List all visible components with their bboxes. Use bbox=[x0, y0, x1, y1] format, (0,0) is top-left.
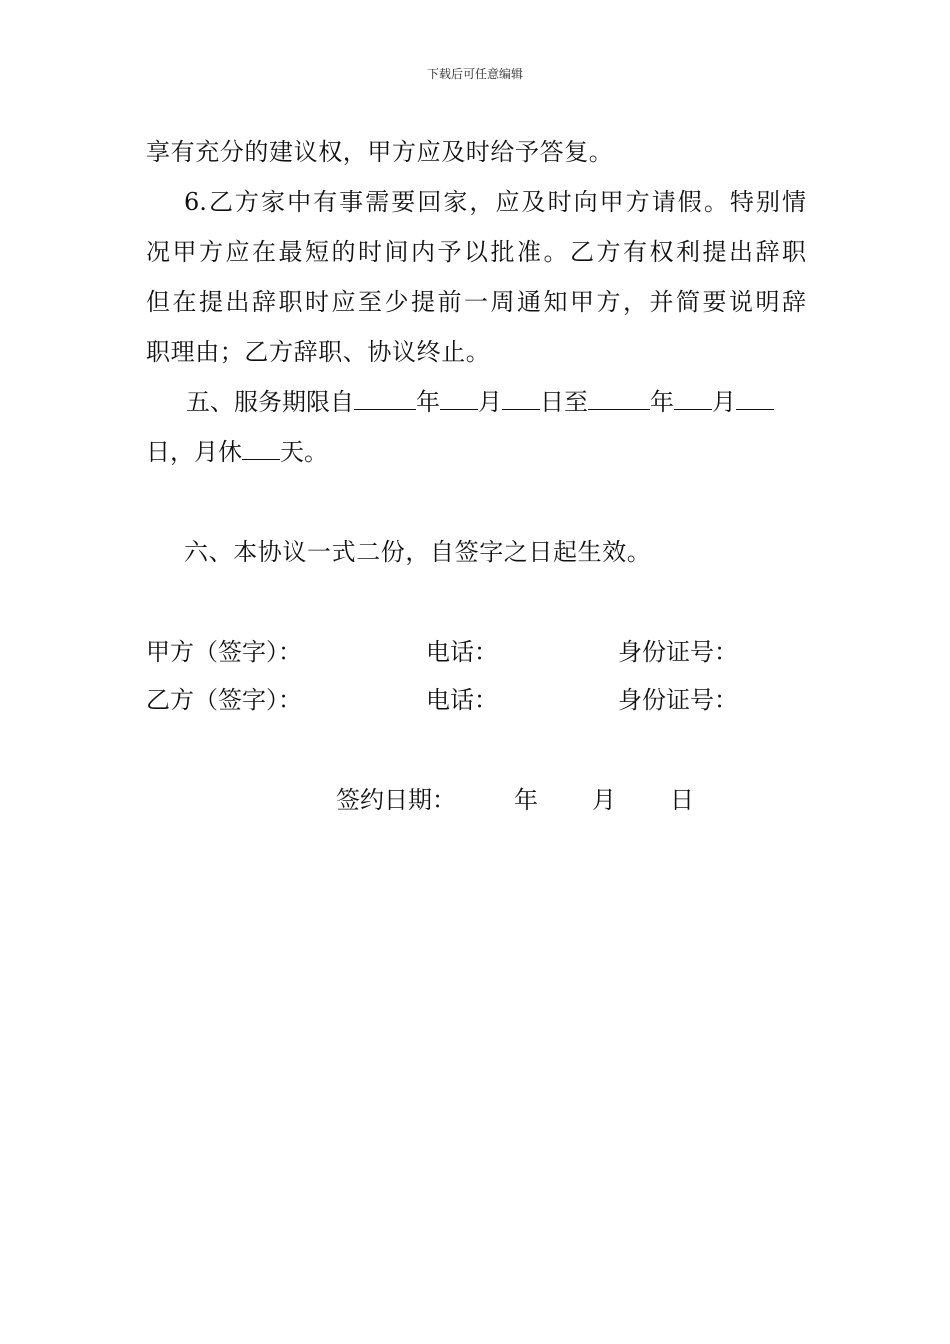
clause-six: 六、本协议一式二份，自签字之日起生效。 bbox=[184, 538, 652, 566]
paragraph-line: 6.乙方家中有事需要回家，应及时向甲方请假。特别情 bbox=[184, 188, 806, 216]
end-year-blank[interactable] bbox=[588, 387, 650, 410]
party-b-phone-label: 电话： bbox=[426, 686, 498, 714]
sign-date-day: 日 bbox=[670, 786, 694, 814]
paragraph-line: 享有充分的建议权，甲方应及时给予答复。 bbox=[146, 138, 614, 166]
end-day-blank[interactable] bbox=[736, 387, 774, 410]
paragraph-line: 但在提出辞职时应至少提前一周通知甲方，并简要说明辞 bbox=[146, 288, 806, 316]
start-day-blank[interactable] bbox=[502, 387, 540, 410]
party-a-id-label: 身份证号： bbox=[618, 638, 738, 666]
end-month-blank[interactable] bbox=[674, 387, 712, 410]
service-term-line-1: 五、服务期限自 年 月 日至 年 月 bbox=[186, 386, 774, 418]
sign-date-year: 年 bbox=[514, 786, 538, 814]
page-header: 下载后可任意编辑 bbox=[426, 67, 523, 81]
party-b-signature-label: 乙方（签字）： bbox=[146, 686, 302, 714]
start-month-blank[interactable] bbox=[440, 387, 478, 410]
term-prefix: 五、服务期限自 bbox=[186, 388, 354, 416]
sign-date-label: 签约日期： bbox=[336, 786, 456, 814]
paragraph-line: 况甲方应在最短的时间内予以批准。乙方有权利提出辞职 bbox=[146, 238, 806, 266]
rest-days-blank[interactable] bbox=[242, 437, 280, 460]
party-b-id-label: 身份证号： bbox=[618, 686, 738, 714]
party-a-phone-label: 电话： bbox=[426, 638, 498, 666]
start-year-blank[interactable] bbox=[354, 387, 416, 410]
sign-date-month: 月 bbox=[592, 786, 616, 814]
service-term-line-2: 日，月休 天。 bbox=[146, 438, 328, 466]
party-a-signature-label: 甲方（签字）： bbox=[146, 638, 302, 666]
paragraph-line: 职理由；乙方辞职、协议终止。 bbox=[146, 338, 491, 366]
